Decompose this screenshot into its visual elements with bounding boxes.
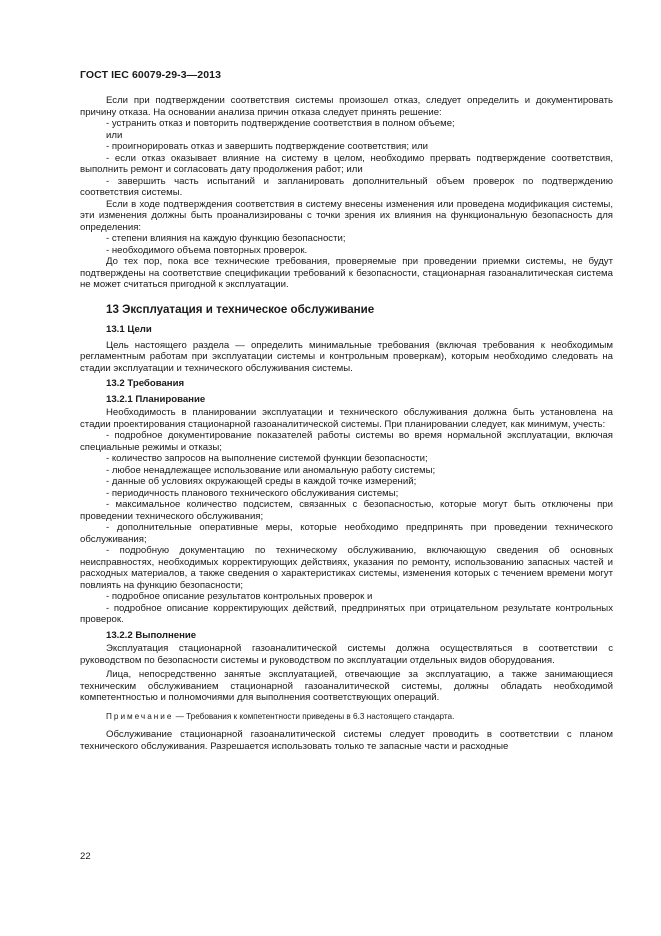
paragraph: Если в ходе подтверждения соответствия в систему внесены изменения или проведена модификация системы, эти изменения должны быть проанализированы с точки зрения их влияния на функциональную безопасность для определения: xyxy=(80,198,613,233)
list-item: - периодичность планового технического обслуживания системы; xyxy=(106,487,399,499)
list-item: - подробное описание результатов контрольных проверок и xyxy=(106,591,373,602)
note xyxy=(80,711,613,723)
list-item: - подробное документирование показателей работы системы во время нормальной эксплуатации, включая специальные режимы и отказы; xyxy=(80,430,613,453)
list-item: - необходимого объема повторных проверок. xyxy=(106,244,308,256)
list-item: - степени влияния на каждую функцию безопасности; xyxy=(106,233,346,244)
list-item: - завершить часть испытаний и запланировать дополнительный объем проверок по подтверждению соответствия системы. xyxy=(80,175,613,198)
subsection-heading: 13.1 Цели xyxy=(106,324,152,335)
paragraph: Если при подтверждении соответствия системы произошел отказ, следует определить и документировать причину отказа. На основании анализа причин отказа следует принять решение: xyxy=(80,95,613,118)
subsection-heading: 13.2.2 Выполнение xyxy=(106,629,197,641)
list-item: - проигнорировать отказ и завершить подтверждение соответствия; или xyxy=(106,141,429,152)
paragraph: Обслуживание стационарной газоаналитической системы следует проводить в соответствии с планом технического обслуживания. Разрешается использовать только те запасные части и расходные xyxy=(80,729,613,752)
paragraph: Лица, непосредственно занятые эксплуатацией, отвечающие за эксплуатацию, а также занимающиеся техническим обслуживанием стационарной газоаналитической системы, должны обладать необходимой компетентностью и полномочиями для выполнения соответствующих операций. xyxy=(80,669,613,703)
note-label: Примечание xyxy=(106,711,174,721)
paragraph: Цель настоящего раздела — определить минимальные требования (включая требования к необходимым регламентным работам при эксплуатации системы и контрольным проверкам), которым необходимо следовать на стадии эксплуатации и технического обслуживания системы. xyxy=(80,339,613,374)
list-item: - устранить отказ и повторить подтверждение соответствия в полном объеме; xyxy=(106,118,455,129)
list-item: - данные об условиях окружающей среды в каждой точке измерений; xyxy=(106,476,417,487)
section-heading: 13 Эксплуатация и техническое обслуживание xyxy=(106,302,375,316)
list-item: - максимальное количество подсистем, связанных с безопасностью, которые могут быть отключены при проведении технического обслуживания; xyxy=(80,499,613,522)
page-body xyxy=(80,95,613,752)
subsection-heading: 13.2.1 Планирование xyxy=(106,393,206,405)
paragraph: Эксплуатация стационарной газоаналитической системы должна осуществляться в соответствии с руководством по безопасности системы и руководством по эксплуатации отдельных видов оборудования. xyxy=(80,643,613,666)
note-text: — Требования к компетентности приведены в 6.3 настоящего стандарта. xyxy=(173,711,455,721)
subsection-heading: 13.2 Требования xyxy=(106,378,185,389)
list-item: - количество запросов на выполнение системой функции безопасности; xyxy=(106,453,428,464)
paragraph: До тех пор, пока все технические требования, проверяемые при проведении приемки системы, не будут подтверждены на соответствие спецификации требований к безопасности, стационарная газоаналитическая система не может считаться пригодной к эксплуатации. xyxy=(80,256,613,290)
document-header: ГОСТ IEC 60079-29-3—2013 xyxy=(80,69,222,81)
list-item: - любое ненадлежащее использование или аномальную работу системы; xyxy=(106,464,436,476)
list-item: - подробную документацию по техническому обслуживанию, включающую сведения об основных неисправностях, необходимых корректирующих действиях, указания по ремонту, использованию запасных частей и расходных материалов, а также сведения о характеристиках системы, изменения которых с течением времени могут повлиять на функцию безопасности; xyxy=(80,545,613,591)
paragraph: Необходимость в планировании эксплуатации и технического обслуживания должна быть установлена на стадии проектирования стационарной газоаналитической системы. При планировании следует, как минимум, учесть: xyxy=(80,407,613,430)
page-number: 22 xyxy=(80,851,91,862)
paragraph: или xyxy=(106,129,123,141)
list-item: - подробное описание корректирующих действий, предпринятых при отрицательном результате контрольных проверок. xyxy=(80,602,613,625)
list-item: - если отказ оказывает влияние на систему в целом, необходимо прервать подтверждение соответствия, выполнить ремонт и согласовать дату продолжения работ; или xyxy=(80,152,613,175)
list-item: - дополнительные оперативные меры, которые необходимо предпринять при проведении технического обслуживания; xyxy=(80,522,613,545)
